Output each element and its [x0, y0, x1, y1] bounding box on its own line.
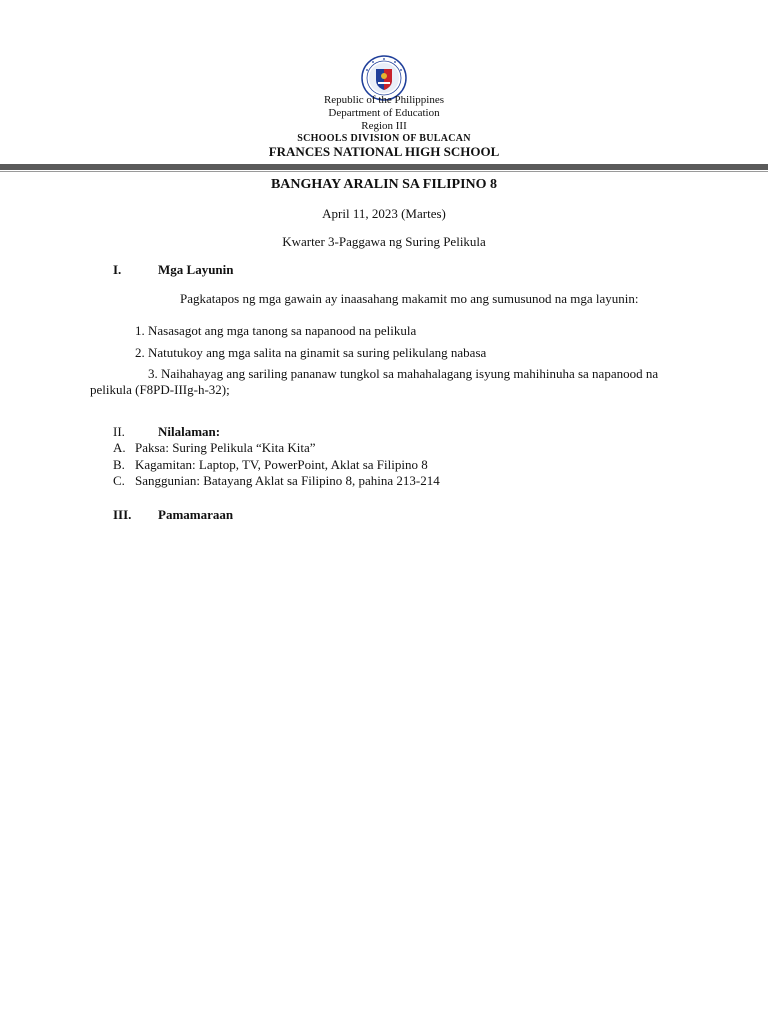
document-date: April 11, 2023 (Martes): [322, 206, 446, 221]
section1-intro: Pagkatapos ng mga gawain ay inaasahang makamit mo ang sumusunod na mga layunin:: [180, 291, 639, 306]
content-item: Paksa: Suring Pelikula “Kita Kita”: [135, 440, 316, 455]
header-school: FRANCES NATIONAL HIGH SCHOOL: [268, 144, 500, 159]
header-department: Department of Education: [328, 107, 440, 119]
header-region: Region III: [361, 120, 407, 132]
section2-numeral: II.: [113, 424, 125, 439]
document-title: BANGHAY ARALIN SA FILIPINO 8: [270, 177, 498, 192]
content-item-letter: A.: [113, 440, 126, 455]
header-divider: [0, 164, 768, 170]
objective-item: 1. Nasasagot ang mga tanong sa napanood na pelikula: [135, 323, 417, 338]
objective-item: 3. Naihahayag ang sariling pananaw tungkol sa mahahalagang isyung mahihinuha sa napanood na pelikula (F8PD-IIIg-h-32);: [90, 366, 659, 397]
header-divider-thin: [0, 171, 768, 172]
section1-heading: Mga Layunin: [158, 262, 234, 277]
header-republic: Republic of the Philippines: [323, 94, 445, 106]
objective-item: 2. Natutukoy ang mga salita na ginamit sa suring pelikulang nabasa: [135, 345, 487, 360]
section3-numeral: III.: [113, 507, 132, 522]
content-item: Sanggunian: Batayang Aklat sa Filipino 8, pahina 213-214: [135, 473, 440, 488]
section3-heading: Pamamaraan: [158, 507, 234, 522]
content-item-letter: B.: [113, 457, 125, 472]
section1-numeral: I.: [113, 262, 122, 277]
document-quarter: Kwarter 3-Paggawa ng Suring Pelikula: [282, 234, 486, 249]
content-item: Kagamitan: Laptop, TV, PowerPoint, Aklat sa Filipino 8: [135, 457, 428, 472]
header-division: SCHOOLS DIVISION OF BULACAN: [297, 133, 471, 144]
section2-heading: Nilalaman:: [158, 424, 221, 439]
content-item-letter: C.: [113, 473, 125, 488]
